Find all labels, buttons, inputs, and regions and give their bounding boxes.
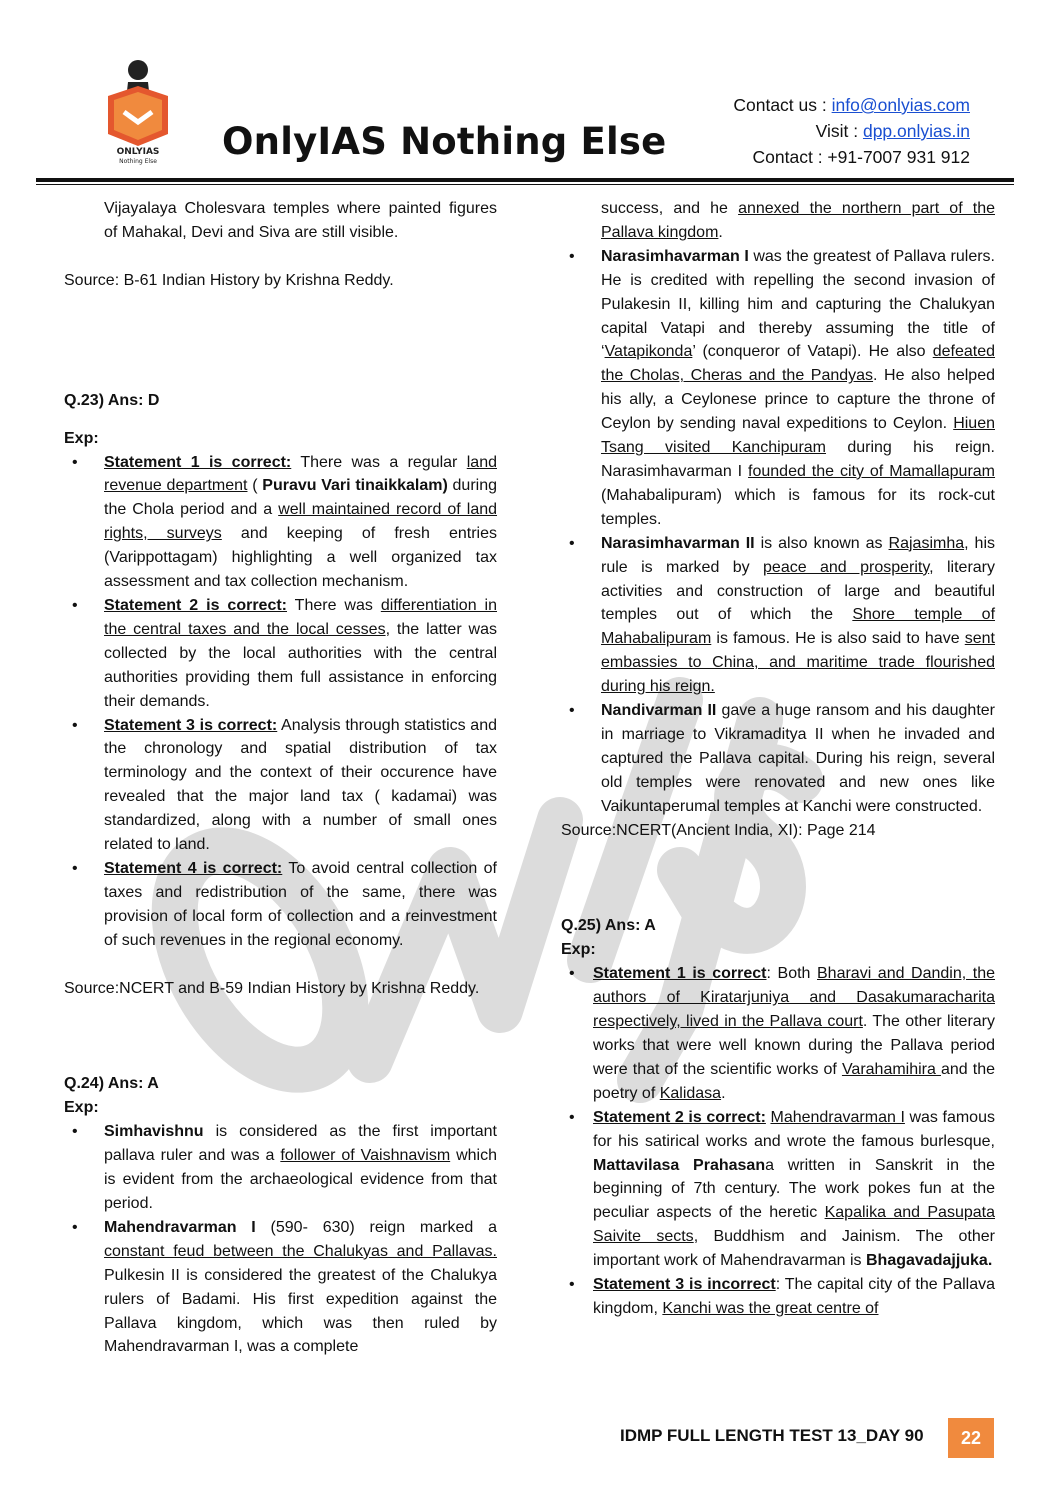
list-item: • Narasimhavarman II is also known as Rajasimha, his rule is marked by peace and prosperity, literary activities and construction of large and beautiful temples out of which the Shore temple of Mahabalipuram is famous. He is also said to have sent embassies to China, and maritime trade flourished during his reign. xyxy=(561,532,995,699)
list-item: • Statement 1 is correct: Both Bharavi and Dandin, the authors of Kiratarjuniya and Dasakumaracharita respectively, lived in the Pallava court. The other literary works that were well known during the Pallava period were that of the scientific works of Varahamihira and the poetry of Kalidasa. xyxy=(561,962,995,1105)
visit-line: Visit : dpp.onlyias.in xyxy=(815,121,970,141)
explanation-list xyxy=(561,962,995,1321)
question-answer-heading: Q.24) Ans: A xyxy=(64,1075,159,1093)
explanation-list xyxy=(64,451,497,953)
explanation-list xyxy=(561,245,995,819)
list-item: • Nandivarman II gave a huge ransom and his daughter in marriage to Vikramaditya II when he invaded and captured the Pallava capital. During his reign, several old temples were renovated and new ones like Vaikuntaperumal temples at Kanchi were constructed. xyxy=(561,699,995,819)
question-answer-heading: Q.25) Ans: A xyxy=(561,917,656,935)
explanation-label: Exp: xyxy=(64,1099,99,1117)
email-link[interactable]: info@onlyias.com xyxy=(831,95,970,115)
left-column xyxy=(64,197,497,1359)
contact-block xyxy=(733,92,970,170)
list-item: • Statement 1 is correct: There was a regular land revenue department ( Puravu Vari tinaikkalam) during the Chola period and a well maintained record of land rights, surveys and keeping of fresh entries (Varippottagam) highlighting a well organized tax assessment and tax collection mechanism. xyxy=(64,451,497,594)
explanation-label: Exp: xyxy=(561,941,596,959)
footer-title: IDMP FULL LENGTH TEST 13_DAY 90 xyxy=(620,1426,924,1445)
brand-title: OnlyIAS Nothing Else xyxy=(222,120,667,163)
source-line: Source:NCERT(Ancient India, XI): Page 214 xyxy=(561,821,876,839)
list-item: • Statement 3 is correct: Analysis through statistics and the chronology and spatial distribution of tax terminology and the context of their occurence have revealed that the major land tax ( kadamai) was standardized, along with a number of small ones related to land. xyxy=(64,714,497,857)
svg-text:ONLYIAS: ONLYIAS xyxy=(116,147,160,157)
list-item: • Simhavishnu is considered as the first important pallava ruler and was a follower of Vaishnavism which is evident from the archaeological evidence from that period. xyxy=(64,1120,497,1216)
question-answer-heading: Q.23) Ans: D xyxy=(64,391,160,409)
continued-text: success, and he annexed the northern part of the Pallava kingdom. xyxy=(601,200,995,241)
list-item: • Narasimhavarman I was the greatest of Pallava rulers. He is credited with repelling the second invasion of Pulakesin II, killing him and capturing the Chalukyan capital Vatapi and thereby assuming the title of ‘Vatapikonda’ (conqueror of Vatapi). He also defeated the Cholas, Cheras and the Pandyas. He also helped his ally, a Ceylonese prince to capture the throne of Ceylon by sending naval expeditions to Ceylon. Hiuen Tsang visited Kanchipuram during his reign. Narasimhavarman I founded the city of Mamallapuram (Mahabalipuram) which is famous for its rock-cut temples. xyxy=(561,245,995,532)
explanation-list xyxy=(64,1120,497,1359)
website-link[interactable]: dpp.onlyias.in xyxy=(862,121,970,141)
right-column xyxy=(561,197,995,1321)
phone-line: Contact : +91-7007 931 912 xyxy=(752,147,970,167)
svg-text:Nothing Else: Nothing Else xyxy=(119,158,157,165)
contact-email-line: Contact us : info@onlyias.com xyxy=(733,95,970,115)
list-item: • Statement 2 is correct: There was differentiation in the central taxes and the local cesses, the latter was collected by the local authorities with the central authorities providing them full assistance in enforcing their demands. xyxy=(64,594,497,714)
continued-text: Vijayalaya Cholesvara temples where painted figures of Mahakal, Devi and Siva are still visible. xyxy=(104,200,497,241)
list-item: • Statement 3 is incorrect: The capital city of the Pallava kingdom, Kanchi was the great centre of xyxy=(561,1273,995,1321)
source-line: Source:NCERT and B-59 Indian History by Krishna Reddy. xyxy=(64,979,480,997)
list-item: • Statement 2 is correct: Mahendravarman I was famous for his satirical works and wrote the famous burlesque, Mattavilasa Prahasana written in Sanskrit in the beginning of 7th century. The work pokes fun at the peculiar aspects of the heretic Kapalika and Pasupata Saivite sects, Buddhism and Jainism. The other important work of Mahendravarman is Bhagavadajjuka. xyxy=(561,1106,995,1273)
page-number-badge: 22 xyxy=(948,1418,994,1458)
list-item: • Statement 4 is correct: To avoid central collection of taxes and redistribution of the same, there was provision of local form of collection and a reinvestment of such revenues in the regional economy. xyxy=(64,857,497,953)
list-item: • Mahendravarman I (590- 630) reign marked a constant feud between the Chalukyas and Pallavas. Pulkesin II is considered the greatest of the Chalukya rulers of Badami. His first expedition against the Pallava kingdom, which was then ruled by Mahendravarman I, was a complete xyxy=(64,1216,497,1359)
explanation-label: Exp: xyxy=(64,429,99,447)
header-divider xyxy=(36,178,1014,182)
onlyias-logo xyxy=(98,56,178,166)
header-divider-thin xyxy=(36,184,1014,185)
source-line: Source: B-61 Indian History by Krishna Reddy. xyxy=(64,271,394,289)
